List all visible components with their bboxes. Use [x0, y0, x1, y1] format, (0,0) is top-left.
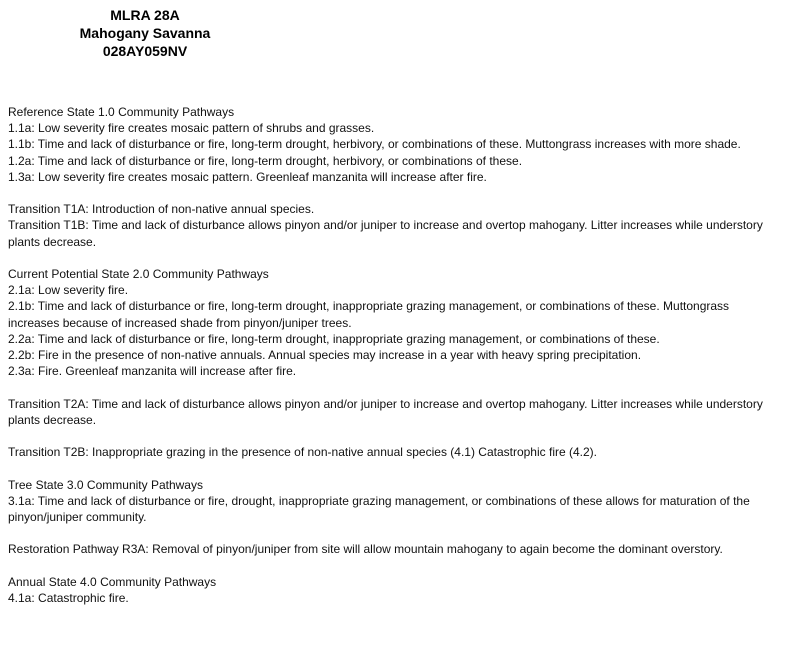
pathway-line: 4.1a: Catastrophic fire. — [8, 590, 129, 605]
section-title: Annual State 4.0 Community Pathways — [8, 574, 217, 589]
pathway-line: 2.3a: Fire. Greenleaf manzanita will increase after fire. — [8, 364, 297, 379]
section-tree-state — [8, 477, 780, 526]
pathway-line: 2.2b: Fire in the presence of non-native annuals. Annual species may increase in a year with heavy spring precipitation. — [8, 348, 642, 363]
section-current-potential-state — [8, 266, 780, 379]
section-restoration-pathway — [8, 541, 780, 557]
restoration-line: Restoration Pathway R3A: Removal of pinyon/juniper from site will allow mountain mahogany to again become the dominant overstory. — [8, 542, 723, 557]
section-annual-state — [8, 574, 780, 606]
site-name: Mahogany Savanna — [79, 25, 211, 41]
pathway-line: 2.2a: Time and lack of disturbance or fire, long-term drought, inappropriate grazing management, or combinations of these. — [8, 331, 660, 346]
mlra-title: MLRA 28A — [110, 7, 180, 23]
document-body — [8, 104, 780, 606]
document-header — [40, 6, 250, 60]
section-transition-t2b — [8, 444, 780, 460]
section-title: Current Potential State 2.0 Community Pathways — [8, 267, 269, 281]
pathway-line: 2.1a: Low severity fire. — [8, 283, 129, 298]
transition-line: Transition T1B: Time and lack of disturbance allows pinyon and/or juniper to increase and overtop mahogany. Litter increases while understory plants decrease. — [8, 218, 763, 249]
transition-line: Transition T2A: Time and lack of disturbance allows pinyon and/or juniper to increase and overtop mahogany. Litter increases while understory plants decrease. — [8, 396, 763, 427]
section-title: Reference State 1.0 Community Pathways — [8, 105, 235, 119]
pathway-line: 3.1a: Time and lack of disturbance or fire, drought, inappropriate grazing management, or combinations of these allows for maturation of the pinyon/juniper community. — [8, 493, 750, 524]
section-reference-state — [8, 104, 780, 185]
pathway-line: 2.1b: Time and lack of disturbance or fire, long-term drought, inappropriate grazing management, or combinations of these. Muttongrass increases because of increased shade from pinyon/juniper trees. — [8, 299, 730, 330]
transition-line: Transition T2B: Inappropriate grazing in the presence of non-native annual species (4.1) Catastrophic fire (4.2). — [8, 445, 597, 460]
transition-line: Transition T1A: Introduction of non-native annual species. — [8, 202, 315, 217]
site-id: 028AY059NV — [102, 43, 188, 59]
pathway-line: 1.1b: Time and lack of disturbance or fire, long-term drought, herbivory, or combinations of these. Muttongrass increases with more shade. — [8, 137, 741, 152]
section-transition-t2a — [8, 396, 780, 428]
section-title: Tree State 3.0 Community Pathways — [8, 477, 203, 492]
pathway-line: 1.1a: Low severity fire creates mosaic pattern of shrubs and grasses. — [8, 121, 375, 136]
section-transitions-t1 — [8, 201, 780, 250]
pathway-line: 1.2a: Time and lack of disturbance or fire, long-term drought, herbivory, or combinations of these. — [8, 153, 523, 168]
pathway-line: 1.3a: Low severity fire creates mosaic pattern. Greenleaf manzanita will increase after fire. — [8, 169, 487, 184]
